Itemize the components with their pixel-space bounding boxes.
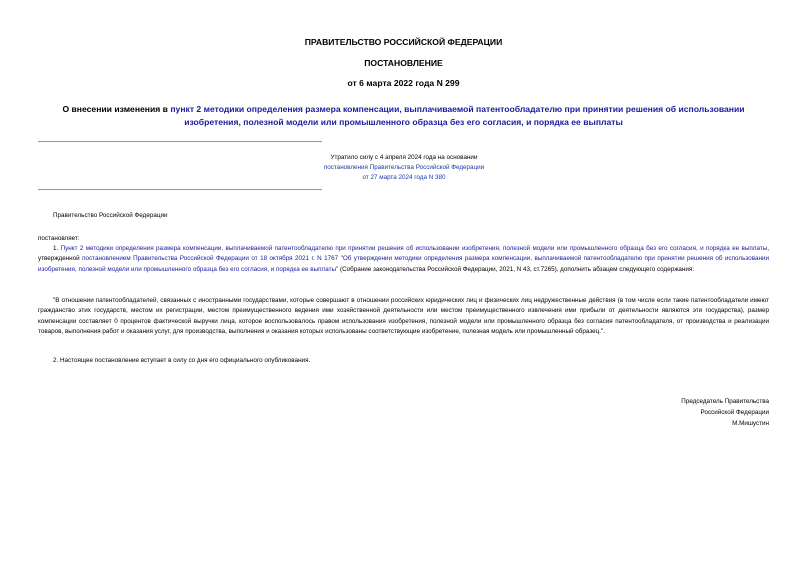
- document-date-number: от 6 марта 2022 года N 299: [347, 78, 460, 88]
- paragraph-quote: "В отношении патентообладателей, связанных с иностранными государствами, которые совершают в отношении российских юридических лиц и физических лиц недружественные действия (в том числе если такие патентообладатели имеют гражданство этих государств, местом их регистрации, местом преимущественного ведения ими хозяйственной деятельности или местом преимущественного извлечения ими прибыли от деятельности являются эти государства), размер компенсации составляет 0 процентов фактической выручки лица, которое воспользовалось правом использования изобретения, полезной модели или промышленного образца без согласия патентообладателя, от производства и реализации товаров, выполнения работ и оказания услуг, для производства, выполнения и оказания которых использованы соответствующие изобретение, полезная модель или промышленный образец.".: [38, 297, 769, 336]
- status-note-text: Утратило силу с 4 апреля 2024 года на основании: [330, 154, 478, 161]
- item-1-link-resolution[interactable]: постановлением Правительства Российской Федерации от 18 октября 2021 г. N 1767 "Об утверждении методики определения размера компенсации, выплачиваемой патентообладателю при принятии решения об использовании изобретения, полезной модели или промышленного образца без его согласия, и порядка ее выплаты": [38, 255, 769, 273]
- item-1-tail-text: (Собрание законодательства Российской Федерации, 2021, N 43, ст.7265), дополнить абзацем следующего содержания:: [338, 265, 695, 273]
- title-link[interactable]: пункт 2 методики определения размера компенсации, выплачиваемой патентообладателю при принятии решения об использовании изобретения, полезной модели или промышленного образца без его согласия, и порядка ее выплаты: [170, 104, 745, 127]
- item-1-mid-text: , утвержденной: [38, 245, 769, 263]
- item-1-link-clause[interactable]: Пункт 2 методики определения размера компенсации, выплачиваемой патентообладателю при принятии решения об использовании изобретения, полезной модели или промышленного образца без его согласия, и порядка ее выплаты: [60, 245, 768, 252]
- status-note-link-line1[interactable]: постановления Правительства Российской Федерации: [323, 164, 485, 172]
- item-1-number: 1.: [53, 245, 61, 252]
- document-type: ПОСТАНОВЛЕНИЕ: [364, 58, 443, 68]
- bottom-divider: [38, 189, 322, 190]
- resolves-word: постановляет:: [38, 235, 80, 242]
- signature-block: [681, 397, 769, 429]
- signatory-position-line2: Российской Федерации: [700, 408, 769, 416]
- issuing-authority: ПРАВИТЕЛЬСТВО РОССИЙСКОЙ ФЕДЕРАЦИИ: [304, 37, 503, 47]
- enacting-authority: Правительство Российской Федерации: [53, 212, 168, 219]
- document-title: [40, 103, 767, 128]
- top-divider: [38, 141, 322, 142]
- paragraph-item-2: 2. Настоящее постановление вступает в силу со дня его официального опубликования.: [53, 357, 311, 364]
- title-prefix: О внесении изменения в: [62, 104, 171, 114]
- status-note-link-line2[interactable]: от 27 марта 2024 года N 380: [362, 174, 446, 182]
- signatory-position-line1: Председатель Правительства: [681, 398, 769, 405]
- paragraph-item-1: [38, 244, 769, 275]
- signatory-name: М.Мишустин: [732, 419, 769, 427]
- status-note: [300, 153, 508, 184]
